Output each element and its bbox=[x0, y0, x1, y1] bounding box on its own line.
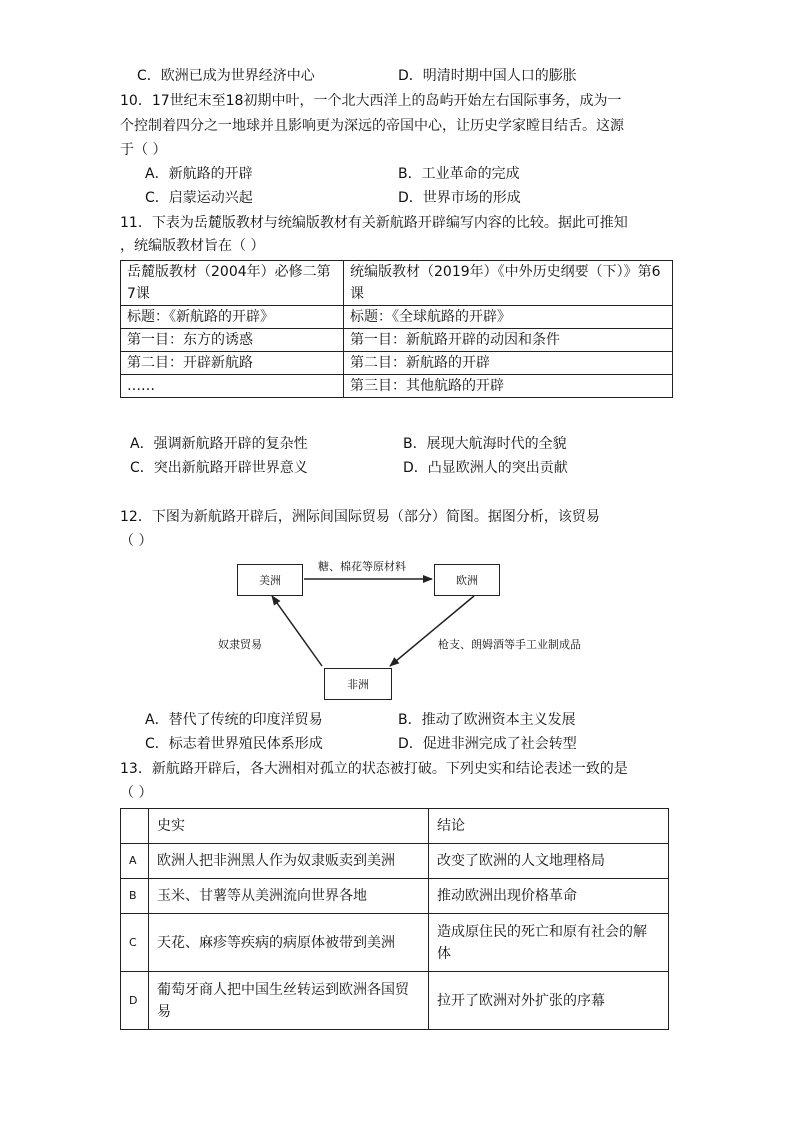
q10-option-c: C．启蒙运动兴起 bbox=[145, 190, 253, 206]
q10-stem-line3: 于（ ） bbox=[120, 142, 167, 158]
table-cell: …… bbox=[121, 375, 344, 398]
table-cell: 推动欧洲出现价格革命 bbox=[429, 879, 669, 914]
row-label: A bbox=[121, 844, 149, 879]
table-cell: 拉开了欧洲对外扩张的序幕 bbox=[429, 972, 669, 1030]
table-cell: 第一目：东方的诱惑 bbox=[121, 329, 344, 352]
q11-option-c: C．突出新航路开辟世界意义 bbox=[130, 460, 308, 476]
table-cell: 标题：《新航路的开辟》 bbox=[121, 306, 344, 329]
q10-stem-line2: 个控制着四分之一地球并且影响更为深远的帝国中心，让历史学家瞠目结舌。这源 bbox=[120, 118, 624, 134]
q12-stem-line2: （ ） bbox=[120, 533, 153, 549]
q10-option-d: D．世界市场的形成 bbox=[398, 190, 521, 206]
q13-stem-line2: （ ） bbox=[120, 785, 153, 801]
table-header-row bbox=[121, 809, 669, 844]
table-cell: 玉米、甘薯等从美洲流向世界各地 bbox=[149, 879, 429, 914]
table-cell: 改变了欧洲的人文地理格局 bbox=[429, 844, 669, 879]
table-cell: 第二目：开辟新航路 bbox=[121, 352, 344, 375]
q9-option-d: D．明清时期中国人口的膨胀 bbox=[398, 68, 577, 84]
q13-table bbox=[120, 808, 669, 1030]
table-header: 结论 bbox=[429, 809, 669, 844]
table-cell: 标题：《全球航路的开辟》 bbox=[344, 306, 673, 329]
q10-option-b: B．工业革命的完成 bbox=[398, 166, 520, 182]
q11-option-a: A．强调新航路开辟的复杂性 bbox=[130, 436, 308, 452]
table-row bbox=[121, 352, 673, 375]
table-cell: 造成原住民的死亡和原有社会的解体 bbox=[429, 914, 669, 972]
label-raw-materials: 糖、棉花等原材料 bbox=[318, 560, 406, 573]
row-label: D bbox=[121, 972, 149, 1030]
table-row bbox=[121, 879, 669, 914]
table-cell: 岳麓版教材（2004年）必修二第7课 bbox=[121, 261, 344, 306]
table-row bbox=[121, 329, 673, 352]
table-cell: 天花、麻疹等疾病的病原体被带到美洲 bbox=[149, 914, 429, 972]
node-africa: 非洲 bbox=[324, 668, 392, 700]
q12-option-d: D．促进非洲完成了社会转型 bbox=[398, 736, 577, 752]
q11-stem-line2: ，统编版教材旨在（ ） bbox=[120, 238, 265, 254]
table-row bbox=[121, 375, 673, 398]
table-row bbox=[121, 914, 669, 972]
table-row bbox=[121, 261, 673, 306]
q11-option-b: B．展现大航海时代的全貌 bbox=[403, 436, 567, 452]
label-slave-trade: 奴隶贸易 bbox=[218, 638, 262, 651]
table-header: 史实 bbox=[149, 809, 429, 844]
node-america: 美洲 bbox=[237, 564, 303, 596]
row-label: B bbox=[121, 879, 149, 914]
table-header bbox=[121, 809, 149, 844]
row-label: C bbox=[121, 914, 149, 972]
q11-stem-line1: 11．下表为岳麓版教材与统编版教材有关新航路开辟编写内容的比较。据此可推知 bbox=[120, 215, 628, 231]
table-cell: 第一目：新航路开辟的动因和条件 bbox=[344, 329, 673, 352]
arrow-europe-to-africa bbox=[390, 596, 474, 666]
q9-option-c: C．欧洲已成为世界经济中心 bbox=[137, 68, 315, 84]
table-row bbox=[121, 844, 669, 879]
q12-option-c: C．标志着世界殖民体系形成 bbox=[145, 736, 323, 752]
q12-option-b: B．推动了欧洲资本主义发展 bbox=[398, 712, 576, 728]
trade-diagram bbox=[210, 552, 590, 704]
table-cell: 欧洲人把非洲黑人作为奴隶贩卖到美洲 bbox=[149, 844, 429, 879]
table-cell: 统编版教材（2019年）《中外历史纲要（下）》第6课 bbox=[344, 261, 673, 306]
q11-comparison-table bbox=[120, 260, 673, 398]
table-cell: 第二目：新航路的开辟 bbox=[344, 352, 673, 375]
table-cell: 第三目：其他航路的开辟 bbox=[344, 375, 673, 398]
q11-option-d: D．凸显欧洲人的突出贡献 bbox=[403, 460, 568, 476]
q13-stem-line1: 13．新航路开辟后，各大洲相对孤立的状态被打破。下列史实和结论表述一致的是 bbox=[120, 761, 628, 777]
q12-option-a: A．替代了传统的印度洋贸易 bbox=[145, 712, 323, 728]
table-cell: 葡萄牙商人把中国生丝转运到欧洲各国贸易 bbox=[149, 972, 429, 1030]
q10-option-a: A．新航路的开辟 bbox=[145, 166, 253, 182]
table-row bbox=[121, 306, 673, 329]
node-europe: 欧洲 bbox=[434, 564, 500, 596]
q10-stem-line1: 10．17世纪末至18初期中叶，一个北大西洋上的岛屿开始左右国际事务，成为一 bbox=[120, 93, 622, 109]
arrow-africa-to-america bbox=[272, 596, 322, 666]
table-row bbox=[121, 972, 669, 1030]
label-manufactured-goods: 枪支、朗姆酒等手工业制成品 bbox=[438, 638, 581, 651]
q12-stem-line1: 12．下图为新航路开辟后，洲际间国际贸易（部分）简图。据图分析，该贸易 bbox=[120, 509, 600, 525]
